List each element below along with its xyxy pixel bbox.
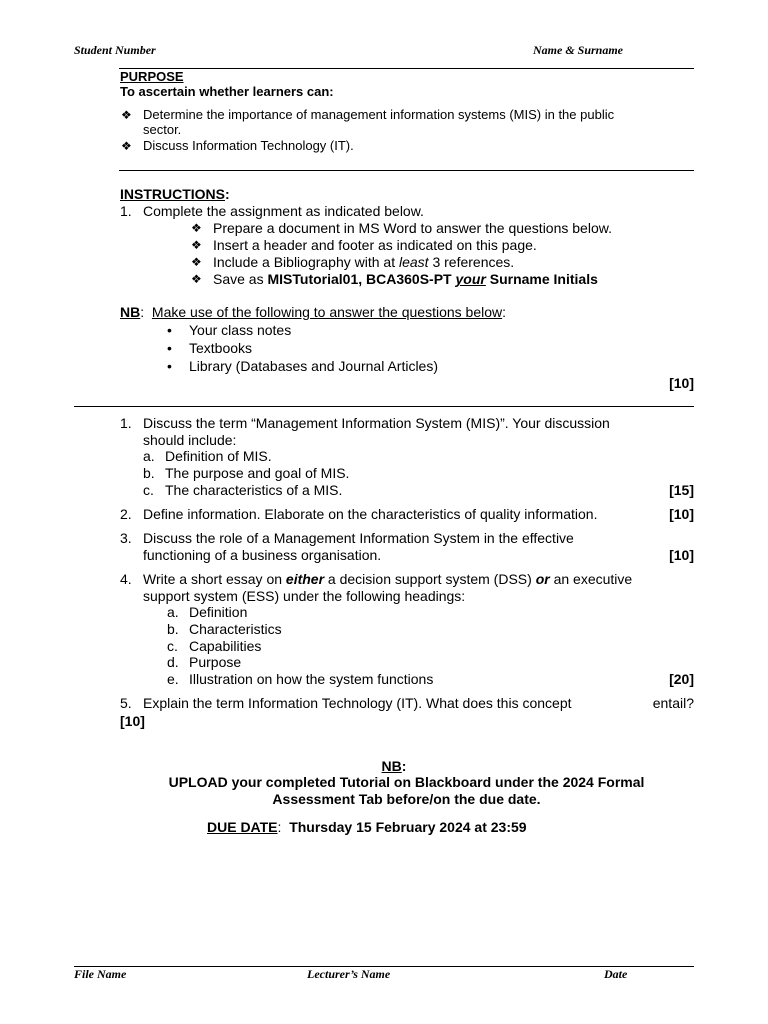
purpose-rule: [119, 170, 694, 171]
upload-line2: Assessment Tab before/on the due date.: [272, 791, 541, 807]
instructions-step-text: Complete the assignment as indicated below.: [143, 203, 424, 219]
footer-date: Date: [604, 967, 628, 981]
question-5-number: 5.: [120, 695, 132, 711]
instructions-title: INSTRUCTIONS: [120, 186, 225, 202]
instructions-heading: [120, 186, 230, 203]
due-date-label: DUE DATE: [207, 819, 278, 835]
header-name-surname: Name & Surname: [533, 43, 624, 57]
question-5-text: Explain the term Information Technology (IT). What does this concept: [143, 695, 572, 711]
question-1-sub-text: The characteristics of a MIS.: [165, 482, 343, 498]
upload-nb: NB:: [381, 758, 407, 774]
question-3-line2: functioning of a business organisation.: [143, 547, 382, 563]
nb-mark: [10]: [669, 375, 694, 391]
nb-line: NB: Make use of the following to answer the questions below:: [120, 304, 507, 320]
question-3-mark: [10]: [669, 547, 694, 563]
question-4-sub-letter: c.: [167, 638, 178, 654]
question-4-sub-text: Characteristics: [189, 621, 282, 637]
header-rule: [119, 68, 694, 69]
nb-bullet-item: Library (Databases and Journal Articles): [189, 358, 439, 374]
instruction-subitem-1: Prepare a document in MS Word to answer the questions below.: [213, 220, 612, 236]
nb-bullet-item: Your class notes: [189, 322, 292, 338]
question-4-sub-letter: d.: [167, 654, 179, 670]
footer-lecturer-name: Lecturer’s Name: [307, 967, 391, 981]
bullet-dot-icon: •: [167, 340, 172, 356]
purpose-subtitle: To ascertain whether learners can:: [120, 84, 334, 99]
purpose-title: PURPOSE: [120, 69, 184, 84]
question-4-sub-letter: e.: [167, 671, 179, 687]
question-1-sub-text: The purpose and goal of MIS.: [165, 465, 350, 481]
question-4-line2: support system (ESS) under the following headings:: [143, 588, 466, 604]
question-5-tail: entail?: [652, 695, 694, 711]
footer-file-name: File Name: [74, 967, 127, 981]
diamond-bullet-icon: ❖: [191, 272, 202, 286]
question-1-sub-letter: a.: [143, 448, 155, 464]
question-3-line1: Discuss the role of a Management Information System in the effective: [143, 530, 574, 546]
question-2-number: 2.: [120, 506, 132, 522]
question-4-sub-letter: a.: [167, 604, 179, 620]
question-1-line2: should include:: [143, 432, 237, 448]
question-2-mark: [10]: [669, 506, 694, 522]
upload-line1: UPLOAD your completed Tutorial on Blackboard under the 2024 Formal: [168, 774, 645, 790]
section-rule: [74, 406, 694, 407]
diamond-bullet-icon: ❖: [191, 255, 202, 269]
nb-text: Make use of the following to answer the questions below: [151, 304, 503, 320]
instructions-step-number: 1.: [120, 203, 132, 219]
nb-bullet-item: Textbooks: [189, 340, 253, 356]
question-4-sub-text: Capabilities: [189, 638, 262, 654]
instructions-colon: :: [225, 186, 230, 202]
question-1-line1: Discuss the term “Management Information System (MIS)”. Your discussion: [143, 415, 610, 431]
question-5-mark: [10]: [120, 713, 145, 729]
question-4-sub-text: Illustration on how the system functions: [189, 671, 434, 687]
bullet-dot-icon: •: [167, 358, 172, 374]
header-student-number: Student Number: [74, 43, 156, 57]
diamond-bullet-icon: ❖: [121, 139, 132, 153]
instruction-subitem-2: Insert a header and footer as indicated on this page.: [213, 237, 537, 253]
question-1-number: 1.: [120, 415, 132, 431]
question-4-sub-text: Definition: [189, 604, 248, 620]
question-3-number: 3.: [120, 530, 132, 546]
instruction-subitem-save-as: Save as MISTutorial01, BCA360S-PT your Surname Initials: [213, 271, 598, 287]
due-date-line: DUE DATE: Thursday 15 February 2024 at 23:59: [207, 819, 527, 835]
nb-label: NB: [120, 304, 141, 320]
diamond-bullet-icon: ❖: [191, 238, 202, 252]
question-1-sub-text: Definition of MIS.: [165, 448, 272, 464]
purpose-item-2: Discuss Information Technology (IT).: [143, 138, 354, 153]
question-4-line1: Write a short essay on either a decision support system (DSS) or an executive: [143, 571, 633, 587]
question-4-sub-text: Purpose: [189, 654, 242, 670]
question-4-sub-letter: b.: [167, 621, 179, 637]
instruction-subitem-bibliography: Include a Bibliography with at least 3 references.: [213, 254, 515, 270]
question-1-mark: [15]: [669, 482, 694, 498]
question-1-sub-letter: c.: [143, 482, 154, 498]
question-2-text: Define information. Elaborate on the characteristics of quality information.: [143, 506, 598, 522]
question-4-number: 4.: [120, 571, 132, 587]
purpose-item-1-line2: sector.: [143, 122, 182, 137]
question-4-mark: [20]: [669, 671, 694, 687]
diamond-bullet-icon: ❖: [121, 108, 132, 122]
bullet-dot-icon: •: [167, 322, 172, 338]
purpose-item-1-line1: Determine the importance of management information systems (MIS) in the public: [143, 107, 615, 122]
diamond-bullet-icon: ❖: [191, 221, 202, 235]
due-date-value: Thursday 15 February 2024 at 23:59: [289, 819, 527, 835]
question-1-sub-letter: b.: [143, 465, 155, 481]
